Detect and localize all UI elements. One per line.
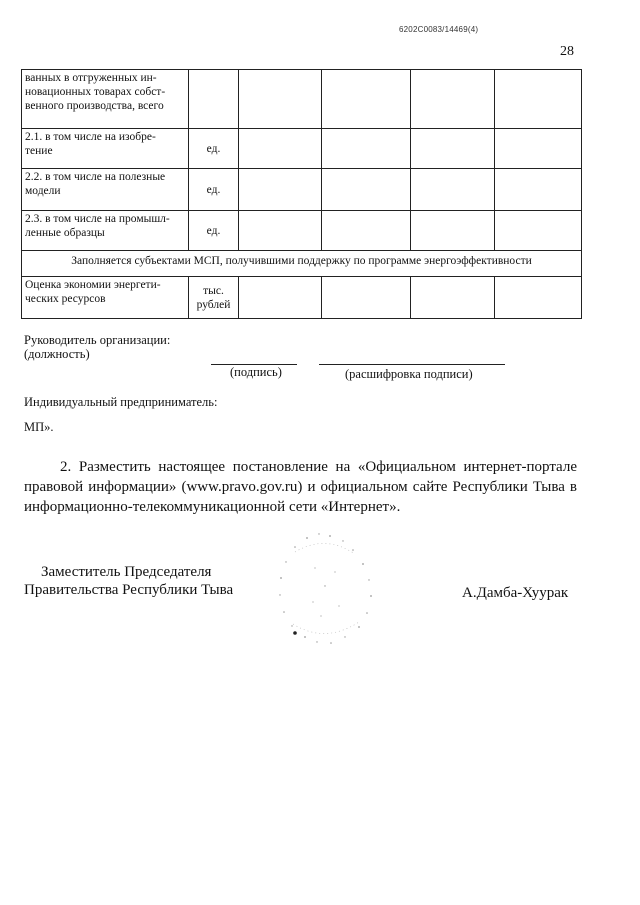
- table-cell: [322, 129, 411, 169]
- table-cell: [495, 129, 582, 169]
- entrepreneur-label: Индивидуальный предприниматель:: [24, 395, 218, 409]
- table-cell: [239, 129, 322, 169]
- position-label: (должность): [24, 347, 90, 361]
- row-label: Оценка экономии энергети- ческих ресурсов: [22, 277, 189, 319]
- table-row: [22, 251, 582, 277]
- paragraph-2: 2. Разместить настоящее постановление на «Официальном интернет-портале правовой информации» (www.pravo.gov.ru) и официальном сайте Республики Тыва в информационно-телекоммуникационной сети «Интернет».: [24, 459, 577, 515]
- row-unit: ед.: [189, 211, 239, 251]
- table-cell: [411, 70, 495, 129]
- table-cell: [322, 277, 411, 319]
- row-unit: тыс. рублей: [189, 277, 239, 319]
- signer-name: А.Дамба-Хуурак: [462, 585, 569, 601]
- table-cell: [411, 169, 495, 211]
- seal-stamp: [255, 520, 390, 660]
- document-number: 6202C0083/14469(4): [399, 25, 479, 34]
- page-number: 28: [560, 44, 574, 59]
- table-cell: [322, 211, 411, 251]
- table-row: [22, 277, 582, 319]
- signer-position: Заместитель Председателя Правительства Республики Тыва: [24, 564, 234, 598]
- indicator-table: [21, 69, 582, 319]
- decoding-caption: (расшифровка подписи): [345, 367, 473, 381]
- section-note: Заполняется субъектами МСП, получившими поддержку по программе энергоэффективности: [22, 251, 582, 277]
- table-cell: [411, 277, 495, 319]
- row-unit: [189, 70, 239, 129]
- table-cell: [322, 169, 411, 211]
- table-cell: [411, 211, 495, 251]
- table-row: [22, 70, 582, 129]
- row-label: 2.1. в том числе на изобре- тение: [22, 129, 189, 169]
- table-cell: [239, 211, 322, 251]
- row-unit: ед.: [189, 169, 239, 211]
- table-row: [22, 169, 582, 211]
- stamp-label: МП».: [24, 420, 54, 434]
- decoding-line: [319, 364, 505, 365]
- signature-caption: (подпись): [230, 365, 282, 379]
- row-label: 2.3. в том числе на промышл- ленные образцы: [22, 211, 189, 251]
- row-unit: ед.: [189, 129, 239, 169]
- table-cell: [495, 211, 582, 251]
- table-cell: [322, 70, 411, 129]
- table-cell: [239, 70, 322, 129]
- table-cell: [239, 277, 322, 319]
- row-label: ванных в отгруженных ин- новационных товарах собст- венного производства, всего: [22, 70, 189, 129]
- table-cell: [495, 70, 582, 129]
- table-cell: [411, 129, 495, 169]
- head-label: Руководитель организации:: [24, 333, 171, 347]
- table-cell: [495, 169, 582, 211]
- row-label: 2.2. в том числе на полезные модели: [22, 169, 189, 211]
- table-row: [22, 129, 582, 169]
- table-row: [22, 211, 582, 251]
- table-cell: [239, 169, 322, 211]
- table-cell: [495, 277, 582, 319]
